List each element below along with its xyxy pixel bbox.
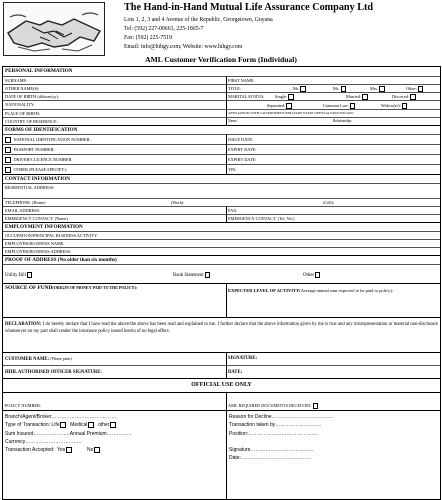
- form-title: AML Customer Verification Form (Individual): [145, 55, 297, 64]
- marital-widower[interactable]: Widow(er):: [381, 103, 407, 109]
- marital-single[interactable]: Single:: [275, 94, 294, 100]
- checkbox-icon[interactable]: [60, 422, 66, 428]
- checkbox-icon[interactable]: [110, 422, 116, 428]
- occupation-field[interactable]: OCCUPATION/PRINCIPAL BUSINESS ACTIVITY:: [5, 233, 98, 238]
- column-divider: [226, 206, 227, 222]
- section-identification-heading: FORMS OF IDENTIFICATION: [5, 127, 78, 133]
- checkbox-icon[interactable]: [27, 272, 33, 278]
- customer-name-field[interactable]: CUSTOMER NAME: (Please print): [5, 356, 72, 362]
- transaction-type-field[interactable]: Type of Transaction: Life Medical other: [5, 421, 223, 429]
- title-option-ms[interactable]: Ms.: [333, 86, 346, 92]
- checkbox-icon[interactable]: [313, 403, 319, 409]
- transaction-taken-by-field[interactable]: Transaction taken by…………………….…: [229, 422, 322, 429]
- checkbox-icon[interactable]: [300, 86, 306, 92]
- checkbox-icon[interactable]: [341, 86, 347, 92]
- telephone-work-field[interactable]: (Work):: [171, 200, 185, 205]
- other-names-field[interactable]: OTHER NAME(S):: [5, 86, 40, 91]
- passport-expiry-field[interactable]: EXPIRY DATE:: [228, 147, 257, 152]
- title-option-mr[interactable]: Mr.: [293, 86, 306, 92]
- checkbox-icon[interactable]: [5, 147, 11, 153]
- declaration-text: DECLARATION: I do hereby declare that I have read the above/the above has been read and explained to me. I further declare that the above information given by me is true and any misrepresentation or material non-disclosure whatsoever on my part shall render the insurance policy issued herein of no legal effect.: [5, 322, 438, 335]
- employer-address-field[interactable]: EMPLOYER/BUSINESS ADDRESS:: [5, 249, 72, 254]
- officer-signature-field[interactable]: HIHL AUTHORISED OFFICER SIGNATURE:: [5, 370, 102, 375]
- affiliation-name-field[interactable]: Name:: [228, 119, 238, 123]
- transaction-accepted-field[interactable]: Transaction Accepted: Yes No: [5, 446, 223, 454]
- marital-common-law[interactable]: Common Law:: [323, 103, 355, 109]
- emergency-contact-tel-field[interactable]: EMERGENCY CONTACT: (Tel. No.): [228, 216, 295, 221]
- office-date-field[interactable]: Date:……………………………………: [229, 455, 311, 462]
- utility-bill-option[interactable]: Utility Bill: [5, 272, 32, 278]
- title-label: TITLE:: [228, 86, 242, 91]
- section-personal-heading: PERSONAL INFORMATION: [5, 68, 73, 74]
- company-tel: Tel: (592) 227-00663, 225-1865-7: [124, 26, 204, 32]
- place-of-birth-field[interactable]: PLACE OF BIRTH:: [5, 111, 41, 116]
- checkbox-icon[interactable]: [88, 422, 94, 428]
- checkbox-icon[interactable]: [315, 272, 321, 278]
- email-address-field[interactable]: EMAIL ADDRESS:: [5, 208, 41, 213]
- column-divider: [226, 352, 227, 378]
- branch-agent-broker-field[interactable]: Branch/Agent/Broker…………………………………: [5, 414, 117, 420]
- officer-date-field[interactable]: DATE:: [228, 370, 243, 375]
- source-of-fund-field[interactable]: SOURCE OF FUND(ORIGIN OF MONEY PAID TO THE POLICY):: [5, 285, 138, 291]
- company-address: Lots 1, 2, 3 and 4 Avenue of the Republic, Georgetown, Guyana: [124, 17, 273, 23]
- country-residence-field[interactable]: COUNTRY OF RESIDENCE:: [5, 119, 58, 124]
- passport-field[interactable]: PASSPORT NUMBER:: [5, 147, 55, 153]
- section-employment-heading: EMPLOYMENT INFORMATION: [5, 224, 83, 230]
- telephone-cell-field[interactable]: (Cell):: [323, 200, 335, 205]
- company-fax: Fax: (592) 225-7519: [124, 35, 172, 41]
- checkbox-icon[interactable]: [362, 94, 368, 100]
- tin-field[interactable]: TIN:: [228, 167, 237, 172]
- issue-date-field[interactable]: ISSUE DATE:: [228, 137, 254, 142]
- checkbox-icon[interactable]: [5, 167, 11, 173]
- checkbox-icon[interactable]: [5, 137, 11, 143]
- checkbox-icon[interactable]: [418, 86, 424, 92]
- expected-activity-field[interactable]: EXPECTED LEVEL OF ACTIVITY(Average annual sum expected to be paid to policy):: [228, 288, 394, 293]
- affiliation-relationship-field[interactable]: Relationship:: [333, 119, 353, 123]
- title-option-mrs[interactable]: Mrs.: [370, 86, 385, 92]
- marital-married[interactable]: Married:: [346, 94, 368, 100]
- checkbox-icon[interactable]: [288, 94, 294, 100]
- other-proof-option[interactable]: Other: [303, 272, 320, 278]
- company-name: The Hand-in-Hand Mutual Life Assurance Company Ltd: [124, 2, 374, 13]
- office-signature-field[interactable]: Signature……………………………..…: [229, 446, 314, 453]
- affiliation-label: AFFILIATION WITH GOVERNMENT/MILITARY/STATE OFFICIALS/POLITICIAN:: [228, 111, 354, 115]
- surname-field[interactable]: SURNAME:: [5, 78, 28, 83]
- marital-status-label: MARITAL STATUS: [228, 94, 264, 99]
- column-divider: [226, 76, 227, 125]
- checkbox-icon[interactable]: [379, 86, 385, 92]
- column-divider: [226, 392, 227, 499]
- dob-field[interactable]: DATE OF BIRTH (dd/mm/yy):: [5, 94, 60, 99]
- checkbox-icon[interactable]: [350, 103, 356, 109]
- sum-insured-premium-field[interactable]: Sum Insured………………….Annual Premium……………: [5, 430, 132, 437]
- checkbox-icon[interactable]: [205, 272, 211, 278]
- checkbox-icon[interactable]: [402, 103, 408, 109]
- employer-name-field[interactable]: EMPLOYER/BUSINESS NAME:: [5, 241, 65, 246]
- column-divider: [226, 283, 227, 317]
- company-logo: [3, 2, 105, 56]
- currency-field[interactable]: Currency…………………………….: [5, 438, 82, 445]
- marital-divorced[interactable]: Divorced:: [392, 94, 416, 100]
- first-name-field[interactable]: FIRST NAME:: [228, 78, 255, 83]
- telephone-home-field[interactable]: TELEPHONE: (Home): [5, 200, 46, 205]
- section-proof-heading: PROOF OF ADDRESS (No older than six months): [5, 257, 117, 263]
- residential-address-field[interactable]: RESIDENTIAL ADDRESS:: [5, 185, 55, 190]
- section-contact-heading: CONTACT INFORMATION: [5, 176, 70, 182]
- marital-separated[interactable]: Separated:: [267, 103, 292, 109]
- drivers-licence-field[interactable]: DRIVER'S LICENCE NUMBER:: [5, 157, 73, 163]
- handshake-icon: [4, 3, 104, 55]
- bank-statement-option[interactable]: Bank Statement: [173, 272, 210, 278]
- reason-for-decline-field[interactable]: Reason for Decline……………………………….: [229, 414, 333, 420]
- nationality-field[interactable]: NATIONALITY:: [5, 102, 35, 107]
- official-use-heading: OFFICIAL USE ONLY: [191, 382, 252, 388]
- national-id-field[interactable]: NATIONAL IDENTIFICATION NUMBER:: [5, 137, 91, 143]
- checkbox-icon[interactable]: [286, 103, 292, 109]
- aml-docs-received-field[interactable]: AML REQUIRED DOCUMENTS RECEIVED:: [228, 403, 318, 409]
- checkbox-icon[interactable]: [66, 447, 72, 453]
- company-email: Email: info@hihgy.com; Website: www.hihgy.com: [124, 44, 243, 50]
- checkbox-icon[interactable]: [94, 447, 100, 453]
- letterhead: [0, 0, 442, 64]
- licence-expiry-field[interactable]: EXPIRY DATE:: [228, 157, 257, 162]
- policy-number-field[interactable]: POLICY NUMBER:: [5, 403, 42, 408]
- customer-signature-field[interactable]: SIGNATURE:: [228, 356, 258, 361]
- checkbox-icon[interactable]: [5, 157, 11, 163]
- position-field[interactable]: Position:……………………………………: [229, 430, 319, 437]
- column-divider: [226, 134, 227, 174]
- fax-field[interactable]: FAX:: [228, 208, 238, 213]
- emergency-contact-name-field[interactable]: EMERGENCY CONTACT: (Name): [5, 216, 68, 221]
- verification-form: [2, 66, 441, 500]
- other-id-field[interactable]: OTHER (PLEASE SPECIFY):: [5, 167, 67, 173]
- checkbox-icon[interactable]: [410, 94, 416, 100]
- title-option-other[interactable]: Other:: [406, 86, 423, 92]
